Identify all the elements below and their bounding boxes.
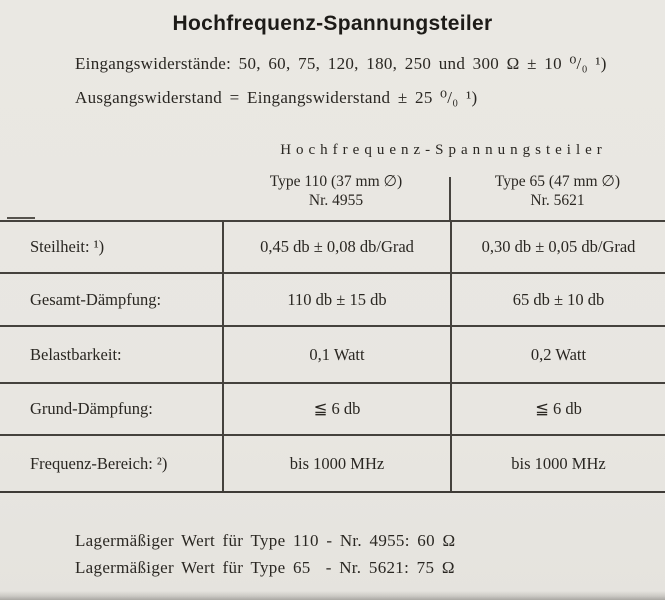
intro-line-ausgangswiderstand: Ausgangswiderstand = Eingangswiderstand ± 25 ⁰/₀ ¹) <box>75 88 478 107</box>
footer-line-type-110: Lagermäßiger Wert für Type 110 - Nr. 4955: 60 Ω <box>75 531 456 550</box>
table-row-belastbarkeit <box>0 325 665 382</box>
value-type-110: ≦ 6 db <box>222 384 450 434</box>
row-label: Frequenz-Bereich: ²) <box>30 453 168 473</box>
value-type-65: 0,30 db ± 0,05 db/Grad <box>450 222 665 272</box>
value-type-110: 110 db ± 15 db <box>222 274 450 325</box>
table-row-steilheit <box>0 220 665 272</box>
value-type-110: bis 1000 MHz <box>222 436 450 491</box>
column-header-type-65 <box>450 172 665 210</box>
value-type-65: 0,2 Watt <box>450 327 665 382</box>
table-row-grund-daempfung <box>0 382 665 434</box>
value-type-65: bis 1000 MHz <box>450 436 665 491</box>
table-bottom-rule <box>0 491 665 493</box>
column-type-label: Type 65 (47 mm ∅) <box>494 173 621 190</box>
value-type-65: 65 db ± 10 db <box>450 274 665 325</box>
column-nr-label: Nr. 4955 <box>308 192 364 209</box>
intro-line-eingangswiderstaende: Eingangswiderstände: 50, 60, 75, 120, 180, 250 und 300 Ω ± 10 ⁰/₀ ¹) <box>75 54 607 73</box>
page-title: Hochfrequenz-Spannungsteiler <box>172 12 493 35</box>
spec-table <box>0 220 665 493</box>
row-label: Gesamt-Dämpfung: <box>30 289 162 309</box>
table-row-gesamt-daempfung <box>0 272 665 325</box>
column-type-label: Type 110 (37 mm ∅) <box>269 173 403 190</box>
table-row-frequenz-bereich <box>0 434 665 491</box>
column-nr-label: Nr. 5621 <box>530 192 585 209</box>
value-type-110: 0,1 Watt <box>222 327 450 382</box>
row-label: Steilheit: ¹) <box>30 237 105 256</box>
table-heading: Hochfrequenz-Spannungsteiler <box>280 142 607 158</box>
row-label: Grund-Dämpfung: <box>30 399 153 418</box>
scan-artifact-dash <box>7 217 35 219</box>
column-header-type-110 <box>222 172 450 210</box>
value-type-110: 0,45 db ± 0,08 db/Grad <box>222 222 450 272</box>
footer-line-type-65: Lagermäßiger Wert für Type 65 - Nr. 5621: 75 Ω <box>75 558 455 577</box>
value-type-65: ≦ 6 db <box>450 384 665 434</box>
row-label: Belastbarkeit: <box>30 344 122 364</box>
column-divider-stub <box>449 177 451 220</box>
page-edge-shadow <box>0 591 665 600</box>
